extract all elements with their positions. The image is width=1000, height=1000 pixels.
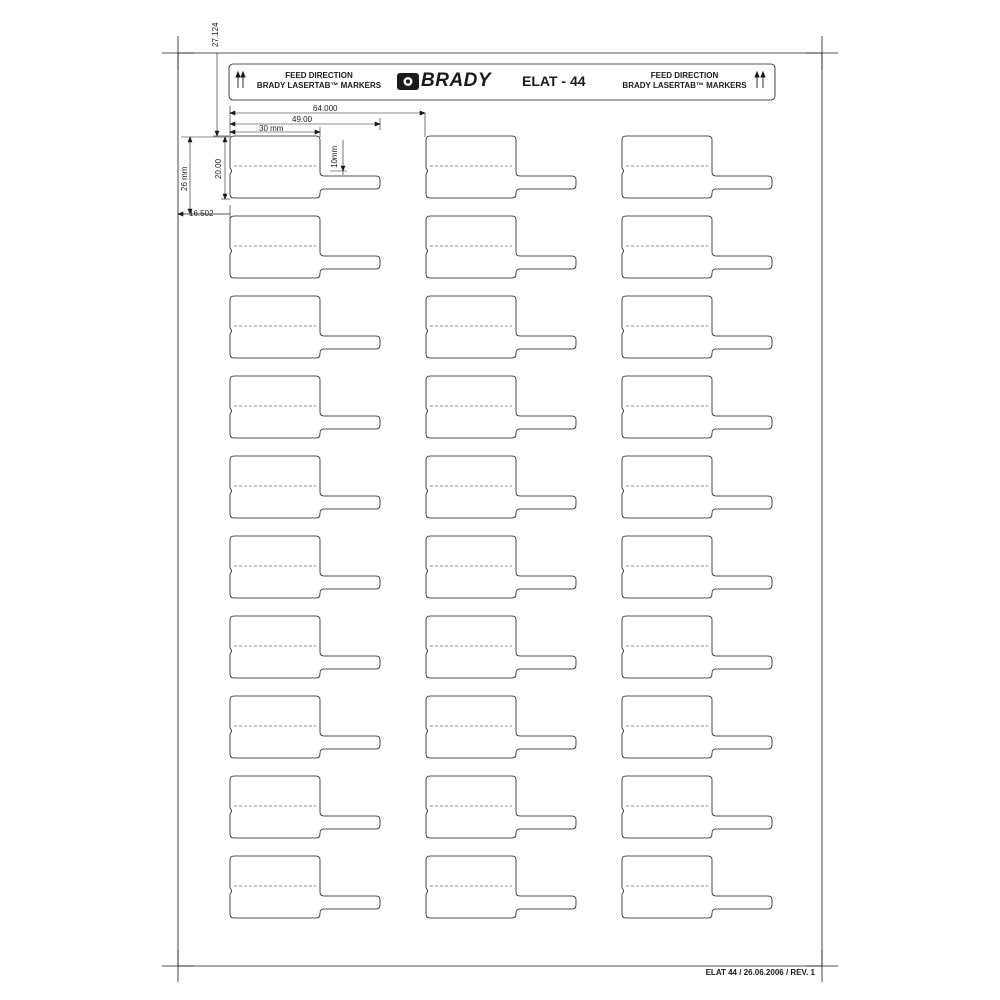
dim-pitch-x: 64.000 [313,104,338,113]
marker-label [230,456,380,518]
marker-label [426,776,576,838]
feed-direction-left: FEED DIRECTION [285,71,353,80]
label-outline [230,856,380,918]
label-outline [426,536,576,598]
marker-label [622,296,772,358]
label-outline [622,136,772,198]
crop-mark-top-left [162,36,194,70]
marker-label [426,696,576,758]
label-outline [622,696,772,758]
marker-label [230,216,380,278]
marker-label [622,456,772,518]
dim-pitch-y: 26 mm [180,166,189,191]
label-outline [622,536,772,598]
crop-mark-bottom-right [806,950,838,982]
label-outline [426,776,576,838]
dim-label-height: 20.00 [214,158,223,179]
label-outline [230,536,380,598]
marker-label [426,136,576,198]
product-code: ELAT - 44 [522,73,586,89]
marker-label [230,376,380,438]
label-outline [230,776,380,838]
marker-label [426,456,576,518]
label-outline [426,856,576,918]
label-outline [622,776,772,838]
marker-label [426,216,576,278]
marker-label [426,536,576,598]
marker-label [426,376,576,438]
label-outline [622,376,772,438]
marker-label [622,136,772,198]
dim-tab-end: 49.00 [292,115,313,124]
marker-label [426,616,576,678]
marker-label [230,536,380,598]
crop-mark-bottom-left [162,950,194,982]
marker-label [426,856,576,918]
label-outline [230,456,380,518]
marker-label [622,856,772,918]
marker-label [230,616,380,678]
label-outline [426,616,576,678]
marker-label [622,536,772,598]
label-outline [230,216,380,278]
feed-direction-right: FEED DIRECTION [650,71,719,80]
brady-logo-icon [397,73,419,90]
label-outline [230,696,380,758]
label-outline [426,696,576,758]
marker-label [230,776,380,838]
dim-tab-height: 10mm [330,145,339,168]
label-grid [230,136,772,918]
marker-label [622,696,772,758]
double-up-arrow-icon [755,72,765,88]
crop-mark-top-right [806,36,838,70]
label-outline [622,456,772,518]
label-outline [426,456,576,518]
marker-label [230,136,380,198]
marker-name-left: BRADY LASERTAB™ MARKERS [256,81,382,90]
marker-label [426,296,576,358]
label-outline [622,216,772,278]
marker-label [230,296,380,358]
label-outline [230,136,380,198]
label-outline [230,376,380,438]
marker-label [622,616,772,678]
label-outline [426,216,576,278]
label-outline [426,136,576,198]
label-outline [230,296,380,358]
brand-name: BRADY [421,70,492,91]
marker-label [622,776,772,838]
label-outline [426,296,576,358]
marker-label [622,216,772,278]
marker-name-right: BRADY LASERTAB™ MARKERS [622,81,747,90]
double-up-arrow-icon [236,72,245,88]
label-outline [230,616,380,678]
label-outline [426,376,576,438]
label-outline [622,616,772,678]
dim-left-margin: 16.502 [189,209,214,218]
label-outline [622,296,772,358]
dim-top-margin: 27.124 [211,22,220,47]
marker-label [230,856,380,918]
marker-label [622,376,772,438]
dim-label-width: 30 mm [259,124,284,133]
label-outline [622,856,772,918]
revision-footer: ELAT 44 / 26.06.2006 / REV. 1 [705,968,815,977]
marker-label [230,696,380,758]
